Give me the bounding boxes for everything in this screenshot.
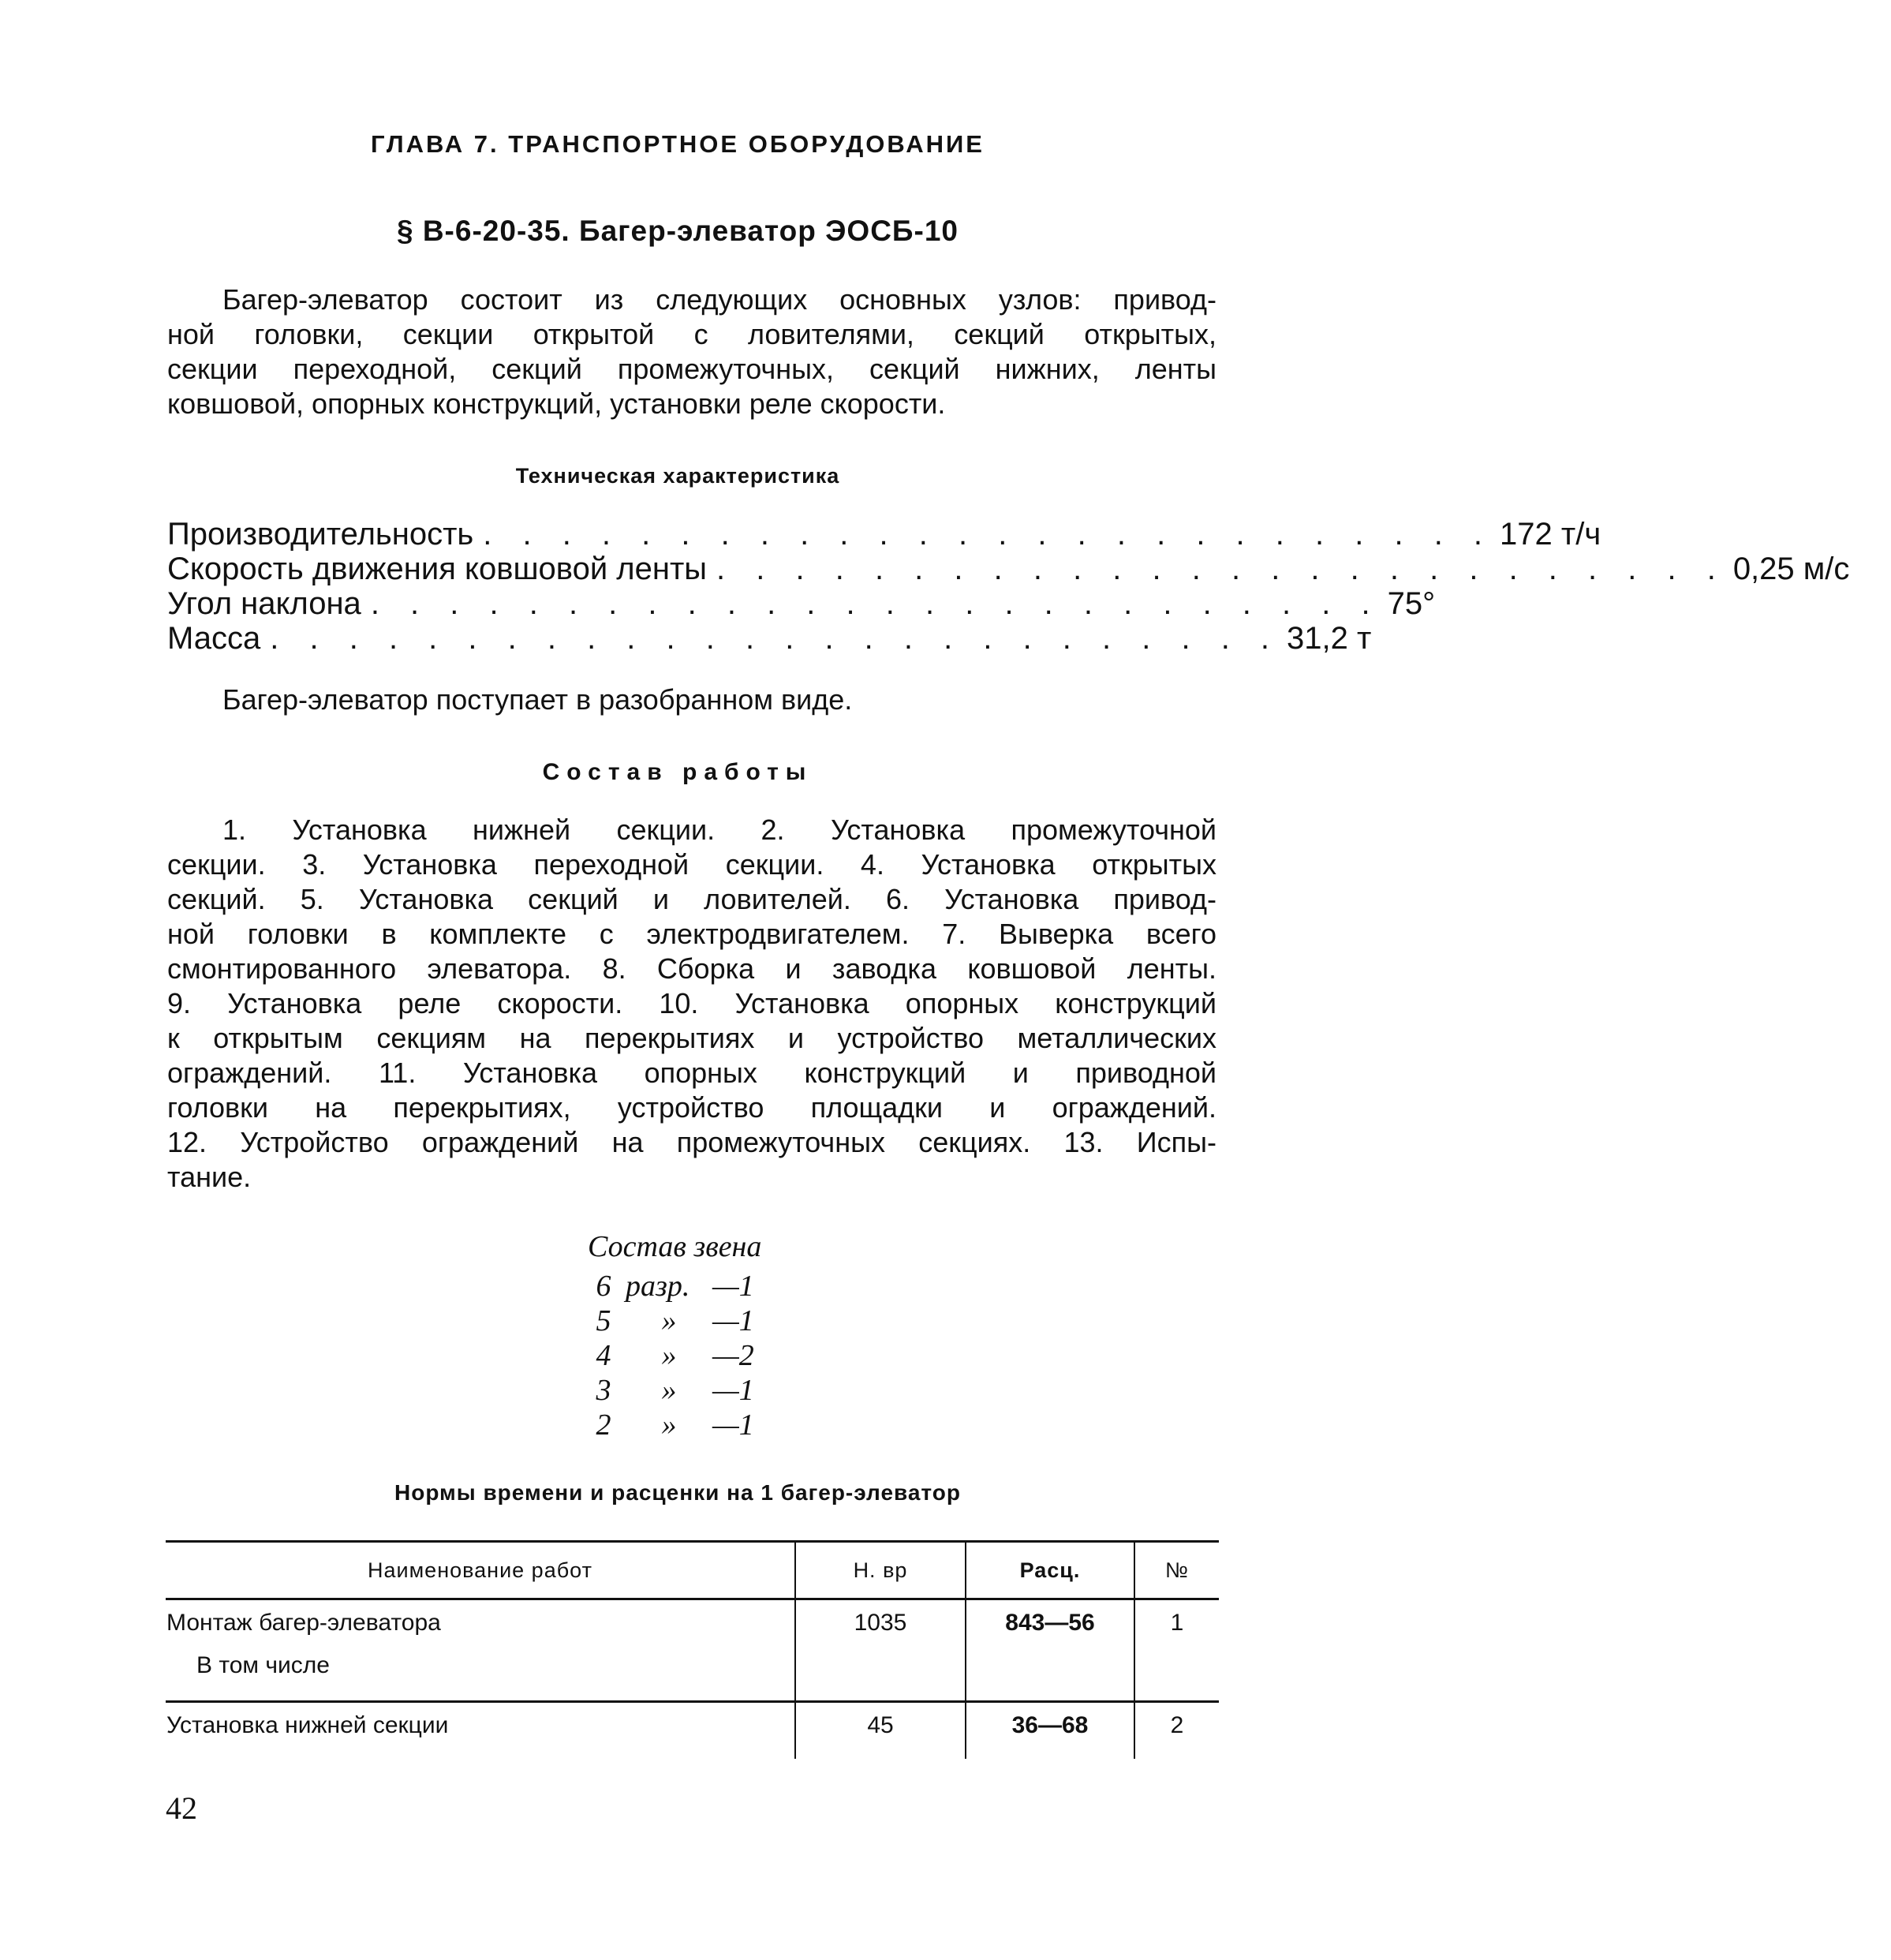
- specs-heading: Техническая характеристика: [515, 464, 840, 488]
- spec-value: 172 т/ч: [1500, 517, 1601, 552]
- table-row: [166, 1702, 1219, 1760]
- spec-row: [167, 552, 1850, 586]
- spec-name: Скорость движения ковшовой ленты: [167, 552, 708, 586]
- crew-rank: 5: [596, 1304, 611, 1337]
- crew-row: [588, 1408, 768, 1442]
- crew-row: [588, 1304, 768, 1338]
- crew-count: —1: [712, 1270, 754, 1303]
- spec-row: [167, 621, 1372, 656]
- work-heading: Состав работы: [542, 759, 813, 785]
- crew-row: [588, 1373, 768, 1408]
- leader-dots: . . . . . . . . . . . . . . . . . . . . . . . . . .: [270, 621, 1281, 656]
- crew-count: —1: [712, 1408, 754, 1442]
- crew-rank: 3: [596, 1374, 611, 1407]
- spec-value: 75°: [1387, 586, 1436, 621]
- header-work-name: Наименование работ: [166, 1542, 795, 1599]
- spec-name: Производительность: [167, 517, 474, 552]
- crew-rank: 4: [596, 1339, 611, 1372]
- intro-line: ной головки, секции открытой с ловителями, секций открытых,: [167, 318, 1216, 350]
- spec-value: 0,25 м/с: [1732, 552, 1850, 586]
- header-rate: Расц.: [966, 1542, 1134, 1599]
- crew-count: —1: [712, 1304, 754, 1337]
- work-line: смонтированного элеватора. 8. Сборка и заводка ковшовой ленты.: [167, 952, 1216, 985]
- section-title: § В-6-20-35. Багер-элеватор ЭОСБ-10: [396, 215, 959, 247]
- work-name-cell: [166, 1599, 795, 1702]
- delivery-line: Багер-элеватор поступает в разобранном виде.: [222, 683, 853, 716]
- spec-name: Масса: [167, 621, 261, 656]
- time-norm-cell: 1035: [795, 1599, 966, 1702]
- crew-unit: »: [661, 1374, 677, 1407]
- work-name: Установка нижней секции: [166, 1712, 449, 1738]
- work-sub-label: В том числе: [196, 1652, 330, 1678]
- work-line: 12. Устройство ограждений на промежуточных секциях. 13. Испы-: [167, 1126, 1216, 1158]
- spec-row: [167, 586, 1436, 621]
- crew-title: Состав звена: [588, 1230, 762, 1263]
- work-name: Монтаж багер-элеватора: [166, 1610, 441, 1636]
- rate-cell: 36—68: [966, 1702, 1134, 1760]
- leader-dots: . . . . . . . . . . . . . . . . . . . . . . . . . .: [483, 517, 1494, 552]
- intro-paragraph: [167, 282, 1216, 421]
- crew-count: —2: [712, 1339, 754, 1372]
- number-cell: 2: [1134, 1702, 1219, 1760]
- spec-value: 31,2 т: [1287, 621, 1372, 656]
- work-line: 1. Установка нижней секции. 2. Установка промежуточной: [222, 814, 1216, 846]
- spec-row: [167, 517, 1601, 552]
- table-row: [166, 1599, 1219, 1702]
- specs-list: [167, 517, 1850, 656]
- crew-row: [588, 1269, 768, 1304]
- table-title: Нормы времени и расценки на 1 багер-элеватор: [394, 1480, 961, 1505]
- header-number: №: [1134, 1542, 1219, 1599]
- leader-dots: . . . . . . . . . . . . . . . . . . . . . . . . . .: [370, 586, 1381, 621]
- work-line: к открытым секциям на перекрытиях и устройство металлических: [167, 1022, 1216, 1054]
- work-line: секции. 3. Установка переходной секции. 4. Установка открытых: [167, 848, 1216, 881]
- table-header-row: [166, 1542, 1219, 1599]
- work-line: ной головки в комплекте с электродвигателем. 7. Выверка всего: [167, 918, 1216, 950]
- leader-dots: . . . . . . . . . . . . . . . . . . . . . . . . . .: [716, 552, 1727, 586]
- spec-name: Угол наклона: [167, 586, 361, 621]
- chapter-title: ГЛАВА 7. ТРАНСПОРТНОЕ ОБОРУДОВАНИЕ: [371, 130, 985, 158]
- work-line: секций. 5. Установка секций и ловителей. 6. Установка привод-: [167, 883, 1216, 915]
- intro-line: секции переходной, секций промежуточных, секций нижних, ленты: [167, 353, 1216, 385]
- crew-unit: »: [661, 1339, 677, 1372]
- crew-composition: [588, 1229, 768, 1442]
- work-line: 9. Установка реле скорости. 10. Установка опорных конструкций: [167, 987, 1216, 1019]
- crew-count: —1: [712, 1374, 754, 1407]
- work-line: ограждений. 11. Установка опорных конструкций и приводной: [167, 1057, 1216, 1089]
- rate-cell: 843—56: [966, 1599, 1134, 1702]
- crew-unit: разр.: [626, 1270, 690, 1303]
- crew-rank: 6: [596, 1270, 611, 1303]
- number-cell: 1: [1134, 1599, 1219, 1702]
- header-time-norm: Н. вр: [795, 1542, 966, 1599]
- delivery-note: [167, 683, 1216, 717]
- intro-line: ковшовой, опорных конструкций, установки реле скорости.: [167, 387, 946, 420]
- time-norm-cell: 45: [795, 1702, 966, 1760]
- work-line: головки на перекрытиях, устройство площадки и ограждений.: [167, 1091, 1216, 1124]
- page-number: 42: [166, 1790, 197, 1826]
- norms-table: [166, 1540, 1219, 1759]
- intro-line: Багер-элеватор состоит из следующих основных узлов: привод-: [222, 283, 1216, 316]
- crew-unit: »: [661, 1304, 677, 1337]
- work-name-cell: [166, 1702, 795, 1760]
- crew-rank: 2: [596, 1408, 611, 1442]
- work-paragraph: [167, 813, 1216, 1195]
- work-line: тание.: [167, 1161, 252, 1193]
- crew-row: [588, 1338, 768, 1373]
- crew-unit: »: [661, 1408, 677, 1442]
